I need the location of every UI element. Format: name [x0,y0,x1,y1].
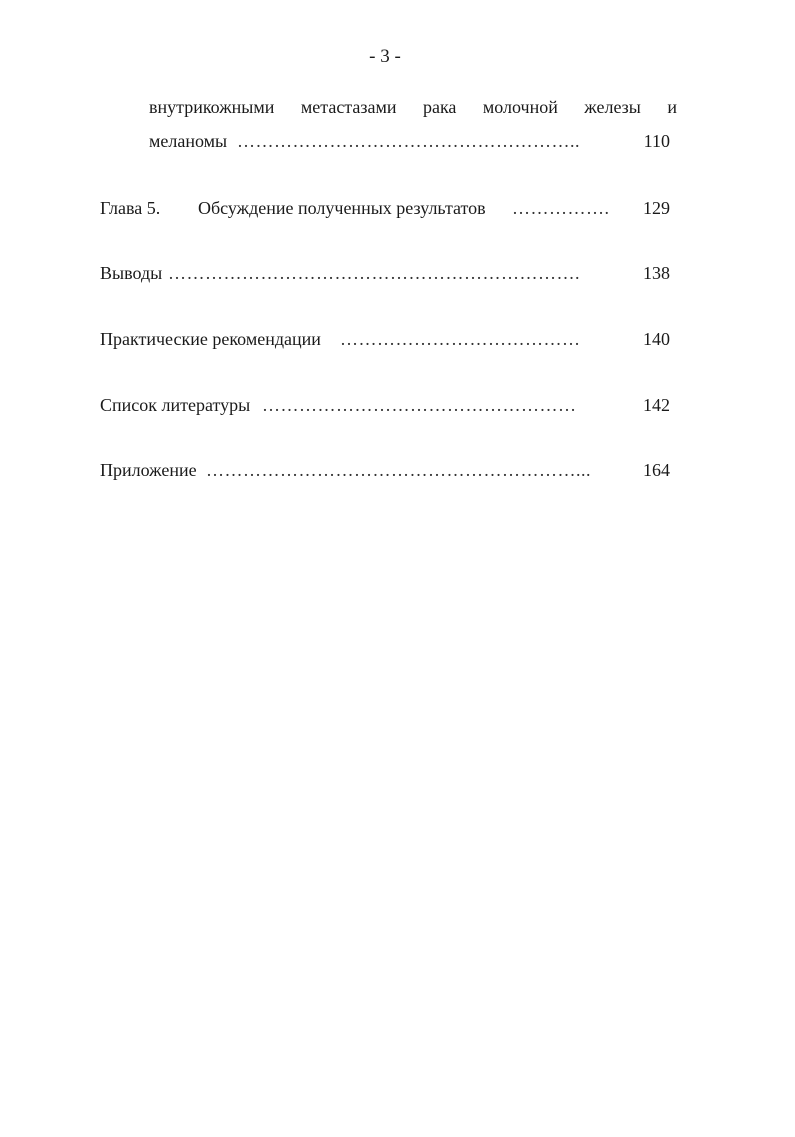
toc-entry-label: меланомы [149,131,228,151]
toc-word: метастазами [300,97,397,117]
toc-word: молочной [482,97,558,117]
toc-entry-chapter-5 [100,198,670,224]
toc-word: и [667,97,677,117]
toc-dot-leader: ……………. [512,198,610,218]
toc-page-number: 140 [643,329,670,349]
toc-page-number: 129 [643,198,670,218]
toc-entry-recommendations [100,329,670,355]
toc-entry-label: Приложение [100,460,197,480]
toc-page-number: 142 [643,395,670,415]
toc-entry-label: Список литературы [100,395,251,415]
toc-entry-label: Обсуждение полученных результатов [198,198,486,218]
toc-chapter-number: Глава 5. [100,198,161,218]
toc-page-number: 110 [643,131,670,151]
toc-entry-melanoma [149,131,670,157]
toc-entry-appendix [100,460,670,486]
toc-page-number: 138 [643,263,670,283]
toc-dot-leader: ……………………………………………….. [237,131,580,151]
toc-word: рака [422,97,457,117]
toc-entry-conclusions [100,263,670,289]
toc-continuation-line [149,97,677,118]
toc-word: железы [584,97,641,117]
toc-entry-bibliography [100,395,670,421]
toc-entry-label: Выводы [100,263,163,283]
toc-page-number: 164 [643,460,670,480]
toc-dot-leader: …………………………………………… [262,395,577,415]
toc-word: внутрикожными [149,97,275,117]
toc-entry-label: Практические рекомендации [100,329,321,349]
toc-dot-leader: ………………………………… [340,329,581,349]
toc-dot-leader: ……………………………………………………... [206,460,591,480]
page-number: - 3 - [369,46,401,67]
toc-dot-leader: …………………………………………………………. [168,263,580,283]
